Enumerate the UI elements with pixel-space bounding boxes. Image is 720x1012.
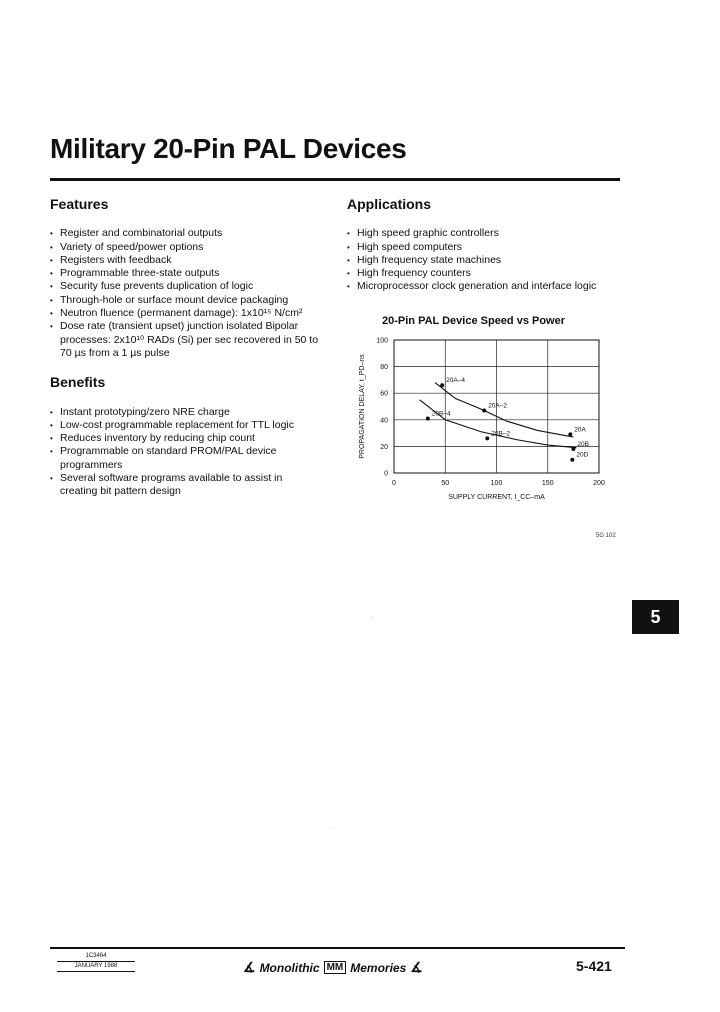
right-column: [347, 198, 622, 294]
applications-heading: Applications: [347, 196, 432, 212]
features-heading: Features: [50, 196, 109, 212]
data-point-label: 20A–4: [446, 377, 465, 385]
features-item: • Through-hole or surface mount device packaging: [50, 294, 320, 307]
figure-number: 5G 102: [596, 533, 616, 539]
y-tick-label: 60: [380, 390, 388, 398]
applications-item: • High speed computers: [347, 241, 622, 254]
stamp-date: JANUARY 1988: [74, 963, 118, 969]
data-point-label: 20A–2: [488, 402, 507, 410]
logo-box: MM: [324, 961, 347, 974]
y-tick-label: 0: [384, 470, 388, 478]
benefits-item: • Reduces inventory by reducing chip count: [50, 432, 320, 445]
features-item: • Register and combinatorial outputs: [50, 227, 320, 240]
applications-list: [347, 227, 622, 293]
benefits-item: • Low-cost programmable replacement for TTL logic: [50, 419, 320, 432]
x-axis-label: SUPPLY CURRENT, I_CC–mA: [448, 494, 545, 501]
data-point-label: 20B: [577, 441, 589, 449]
data-point: [570, 458, 574, 462]
x-tick-label: 200: [593, 480, 605, 487]
data-point: [571, 447, 575, 451]
logo-mark-right: ∡: [410, 959, 423, 975]
data-point: [426, 416, 430, 420]
applications-item: • High frequency counters: [347, 267, 622, 280]
x-tick-label: 0: [392, 480, 396, 487]
data-point: [440, 383, 444, 387]
page-number: 5-421: [576, 958, 612, 974]
benefits-list: [50, 406, 320, 499]
stray-mark: .: [372, 614, 374, 620]
footer-rule: [50, 947, 625, 949]
section-tab: 5: [632, 600, 679, 634]
y-axis-label: PROPAGATION DELAY, t_PD–ns: [359, 354, 366, 459]
logo-text-right: Memories: [350, 960, 407, 975]
date-stamp: [57, 952, 135, 972]
data-point: [568, 432, 572, 436]
data-point-label: 20A: [574, 426, 586, 434]
features-item: • Neutron fluence (permanent damage): 1x10¹⁵ N/cm²: [50, 307, 320, 320]
data-point: [485, 436, 489, 440]
x-tick-label: 50: [441, 480, 450, 487]
speed-power-chart: [340, 332, 620, 512]
left-column: [50, 198, 320, 499]
applications-item: • High speed graphic controllers: [347, 227, 622, 240]
benefits-item: • Several software programs available to assist in creating bit pattern design: [50, 472, 320, 499]
features-item: • Registers with feedback: [50, 254, 320, 267]
y-tick-label: 40: [380, 417, 388, 425]
applications-item: • High frequency state machines: [347, 254, 622, 267]
company-logo: [243, 959, 423, 976]
logo-text-left: Monolithic: [259, 960, 320, 975]
features-list: [50, 227, 320, 360]
features-item: • Security fuse prevents duplication of logic: [50, 280, 320, 293]
page-title: Military 20-Pin PAL Devices: [50, 133, 407, 164]
features-item: • Programmable three-state outputs: [50, 267, 320, 280]
stray-mark: .: [330, 824, 332, 830]
stamp-code: 1C3464: [57, 952, 135, 962]
y-tick-label: 80: [380, 364, 388, 372]
applications-item: • Microprocessor clock generation and interface logic: [347, 280, 622, 293]
data-point-label: 20D: [576, 451, 589, 459]
series-line-20a: [435, 383, 573, 438]
y-tick-label: 100: [376, 337, 388, 345]
benefits-item: • Programmable on standard PROM/PAL device programmers: [50, 445, 320, 472]
benefits-heading: Benefits: [50, 374, 106, 391]
data-point-label: 20B–2: [491, 430, 511, 438]
data-point-label: 20B–4: [431, 410, 451, 418]
x-tick-label: 150: [541, 480, 554, 487]
features-item: • Dose rate (transient upset) junction isolated Bipolar processes: 2x10¹⁰ RADs (Si) per sec recovered in 50 to 70 µs from a 1 µs pulse: [50, 320, 320, 360]
title-rule: [50, 178, 620, 181]
y-tick-label: 20: [380, 443, 388, 451]
chart-title: 20-Pin PAL Device Speed vs Power: [382, 315, 566, 327]
benefits-item: • Instant prototyping/zero NRE charge: [50, 406, 320, 419]
logo-mark: ∡: [243, 959, 256, 975]
data-point: [482, 408, 486, 412]
features-item: • Variety of speed/power options: [50, 241, 320, 254]
x-tick-label: 100: [490, 480, 503, 487]
